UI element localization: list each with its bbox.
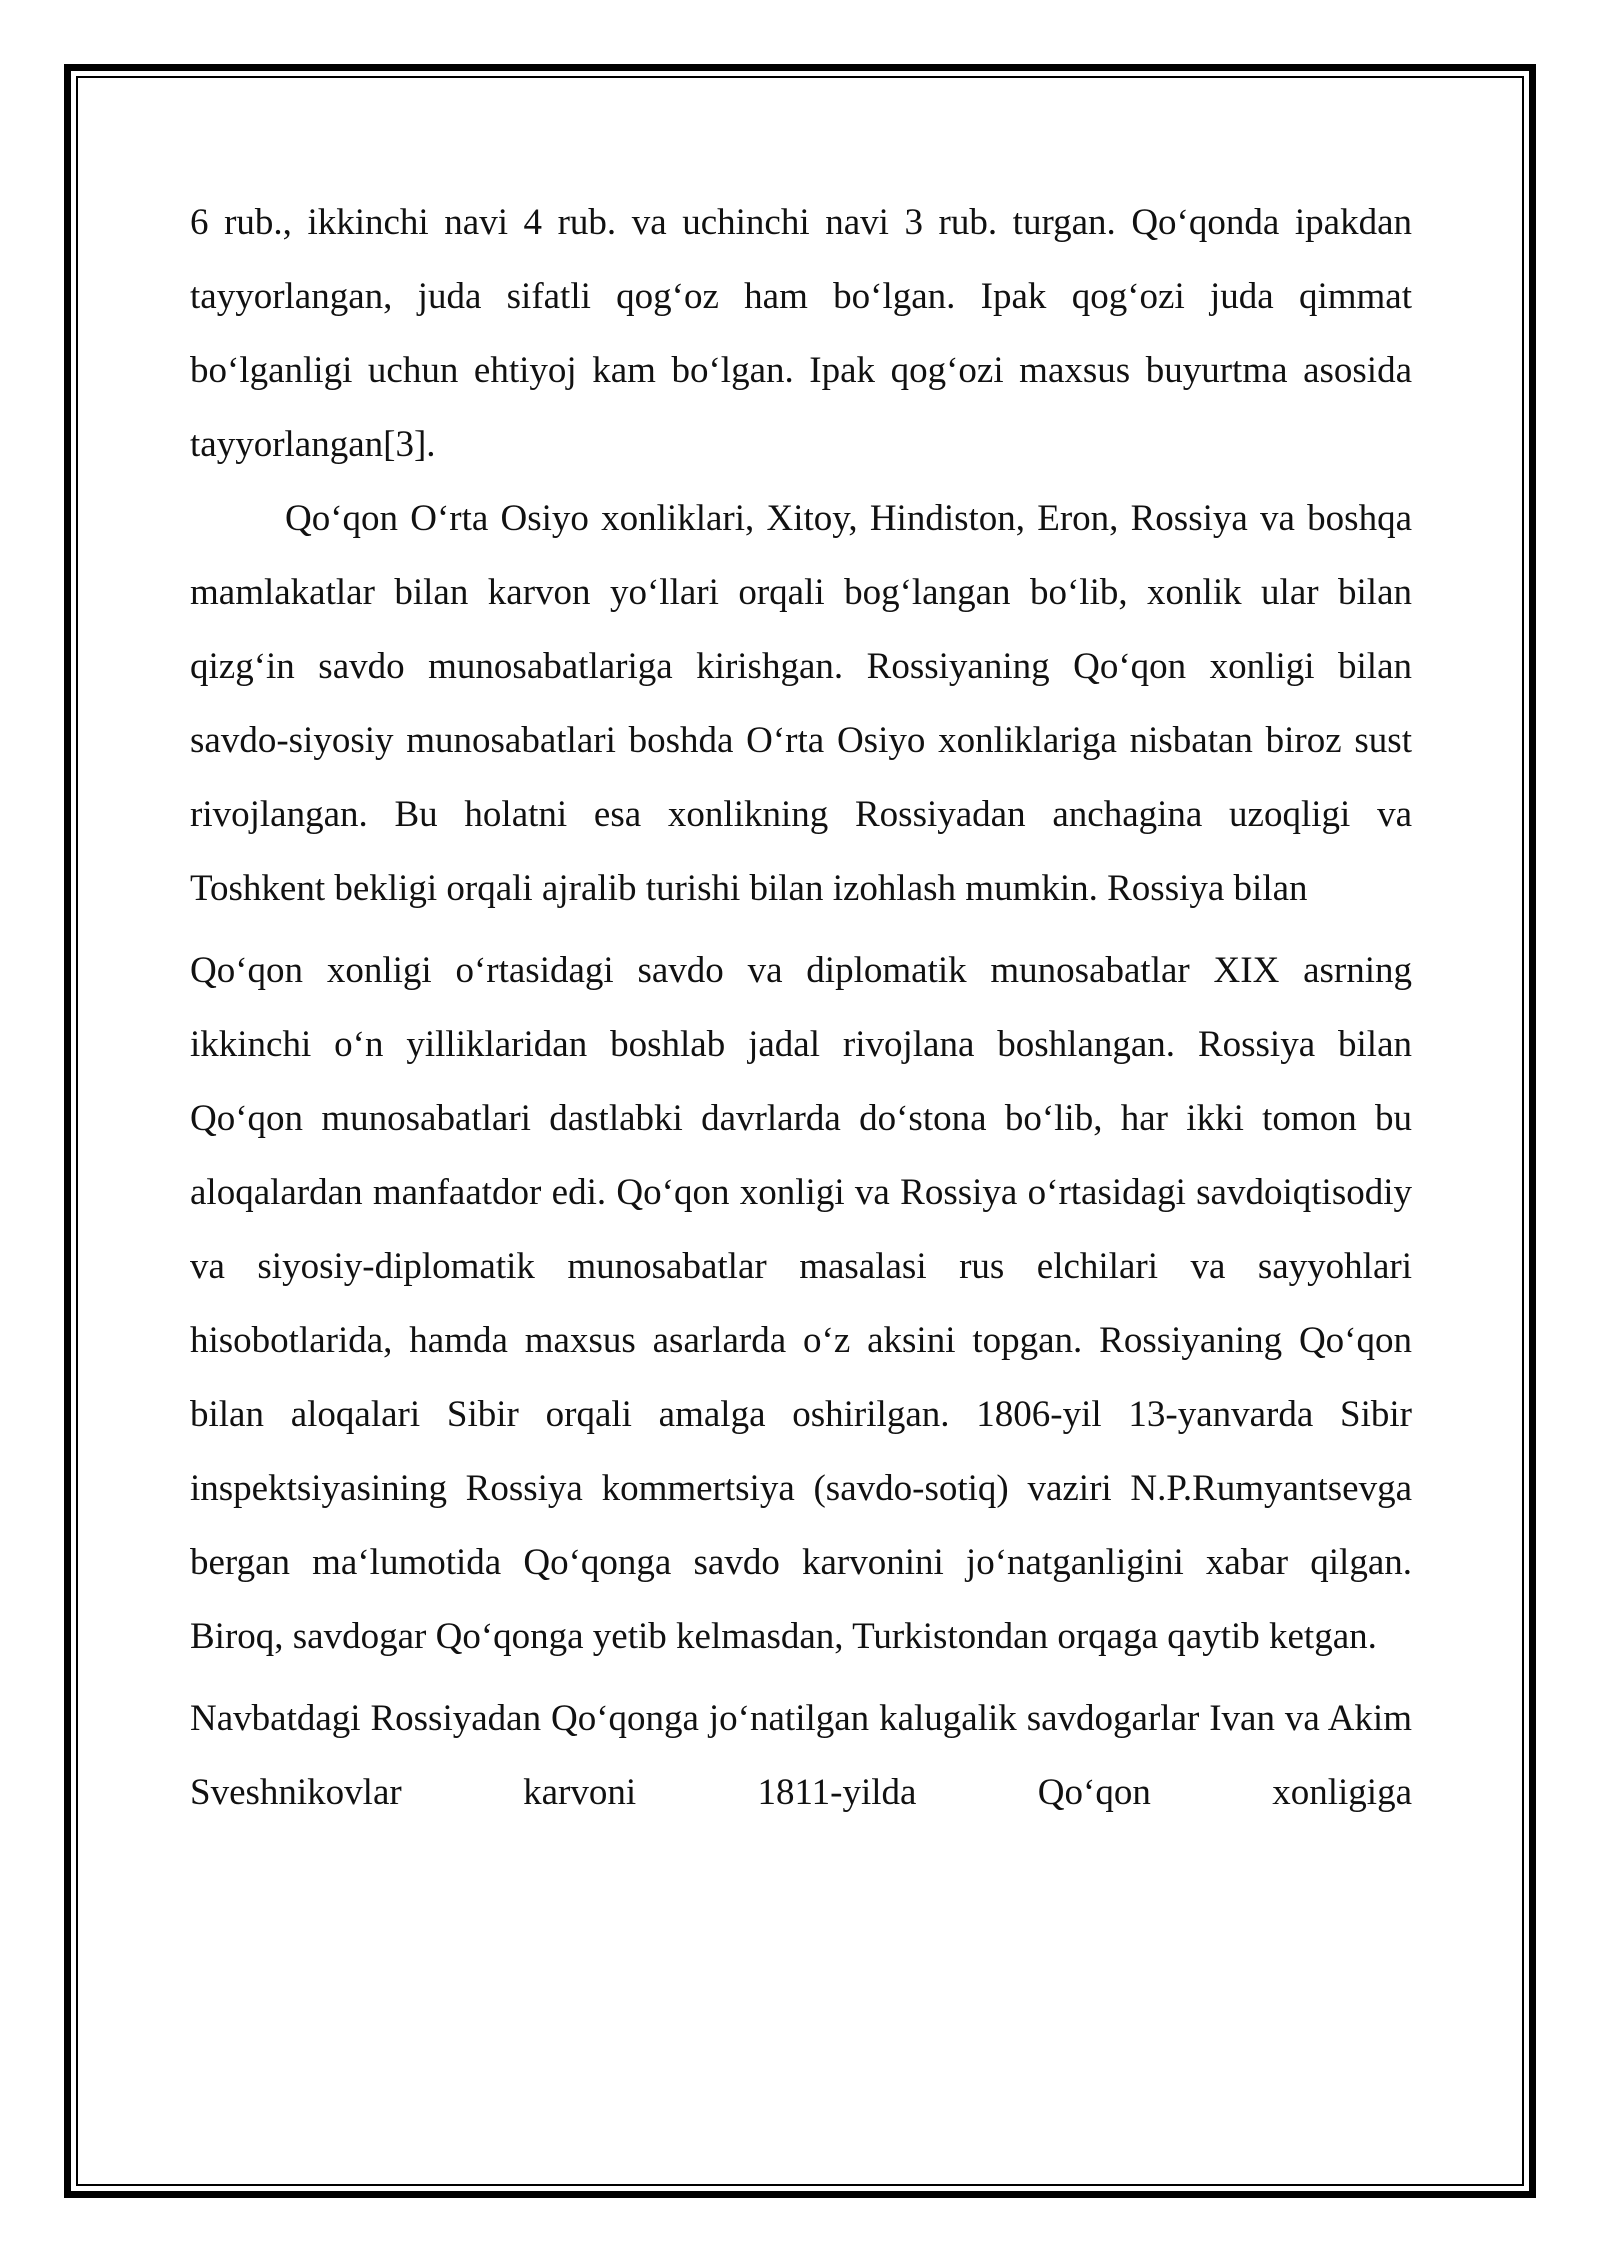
paragraph-trade-routes: Qo‘qon O‘rta Osiyo xonliklari, Xitoy, Hindiston, Eron, Rossiya va boshqa mamlakatlar bilan karvon yo‘llari orqali bog‘langan bo‘lib, xonlik ular bilan qizg‘in savdo munosabatlariga kirishgan. Rossiyaning Qo‘qon xonligi bilan savdo-siyosiy munosabatlari boshda O‘rta Osiyo xonliklariga nisbatan biroz sust rivojlangan. Bu holatni esa xonlikning Rossiyadan anchagina uzoqligi va Toshkent bekligi orqali ajralib turishi bilan izohlash mumkin. Rossiya bilan	[190, 498, 1412, 909]
paragraph-diplomatic-relations: Qo‘qon xonligi o‘rtasidagi savdo va diplomatik munosabatlar XIX asrning ikkinchi o‘n yilliklaridan boshlab jadal rivojlana boshlangan. Rossiya bilan Qo‘qon munosabatlari dastlabki davrlarda do‘stona bo‘lib, har ikki tomon bu aloqalardan manfaatdor edi. Qo‘qon xonligi va Rossiya o‘rtasidagi savdoiqtisodiy va siyosiy-diplomatik munosabatlar masalasi rus elchilari va sayyohlari hisobotlarida, hamda maxsus asarlarda o‘z aksini topgan. Rossiyaning Qo‘qon bilan aloqalari Sibir orqali amalga oshirilgan. 1806-yil 13-yanvarda Sibir inspektsiyasining Rossiya kommertsiya (savdo-sotiq) vaziri N.P.Rumyantsevga bergan ma‘lumotida Qo‘qonga savdo karvonini jo‘natganligini xabar qilgan. Biroq, savdogar Qo‘qonga yetib kelmasdan, Turkistondan orqaga qaytib ketgan.	[190, 950, 1412, 1657]
paragraph-sveshnikov-caravan: Navbatdagi Rossiyadan Qo‘qonga jo‘natilgan kalugalik savdogarlar Ivan va Akim Sveshnikovlar karvoni 1811-yilda Qo‘qon xonligiga	[190, 1698, 1412, 1813]
document-body	[190, 186, 1412, 1830]
paragraph-paper-prices: 6 rub., ikkinchi navi 4 rub. va uchinchi navi 3 rub. turgan. Qo‘qonda ipakdan tayyorlangan, juda sifatli qog‘oz ham bo‘lgan. Ipak qog‘ozi juda qimmat bo‘lganligi uchun ehtiyoj kam bo‘lgan. Ipak qog‘ozi maxsus buyurtma asosida tayyorlangan[3].	[190, 202, 1412, 465]
